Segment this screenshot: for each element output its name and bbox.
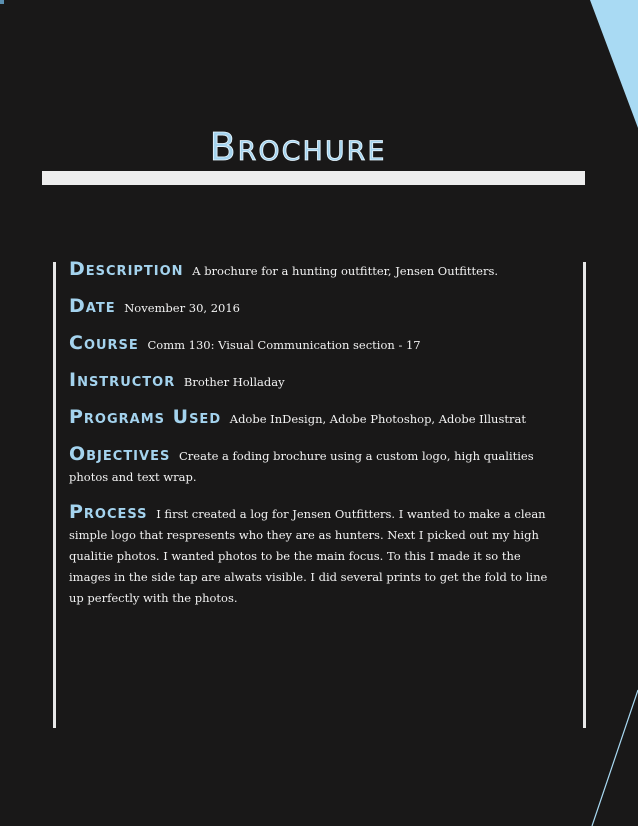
- entry-label: Description: [69, 258, 184, 280]
- right-divider: [583, 262, 586, 728]
- entry-date: [69, 296, 561, 319]
- entry-text: Create a foding brochure using a custom logo, high qualities photos and text wrap.: [69, 449, 534, 484]
- entry-text: I first created a log for Jensen Outfitters. I wanted to make a clean simple logo that respresents who they are as hunters. Next I picked out my high qualitie photos. I wanted photos to be the main focus. To this I made it so the images in the side tap are alwats visible. I did several prints to get the fold to line up perfectly with the photos.: [69, 507, 548, 605]
- entry-text: A brochure for a hunting outfitter, Jensen Outfitters.: [192, 264, 499, 278]
- entry-label: Date: [69, 295, 116, 317]
- corner-mark: [0, 0, 4, 4]
- entry-text: Brother Holladay: [183, 375, 285, 389]
- entry-programs-used: [69, 407, 561, 430]
- entry-course: [69, 333, 561, 356]
- left-divider: [53, 262, 56, 728]
- entry-instructor: [69, 370, 561, 393]
- entry-text: Adobe InDesign, Adobe Photoshop, Adobe Illustrat: [229, 412, 526, 426]
- entry-list: [69, 259, 561, 623]
- entry-description: [69, 259, 561, 282]
- bottom-right-accent-line: [592, 690, 638, 826]
- page-title: Brochure: [209, 125, 387, 169]
- title-rule: [42, 171, 585, 185]
- top-right-triangle: [590, 0, 638, 128]
- entry-label: Instructor: [69, 369, 176, 391]
- entry-text: Comm 130: Visual Communication section - 17: [147, 338, 421, 352]
- entry-objectives: [69, 444, 561, 488]
- entry-label: Objectives: [69, 443, 171, 465]
- entry-label: Course: [69, 332, 139, 354]
- entry-text: November 30, 2016: [124, 301, 240, 315]
- entry-process: [69, 502, 561, 609]
- entry-label: Programs Used: [69, 406, 222, 428]
- entry-label: Process: [69, 501, 148, 523]
